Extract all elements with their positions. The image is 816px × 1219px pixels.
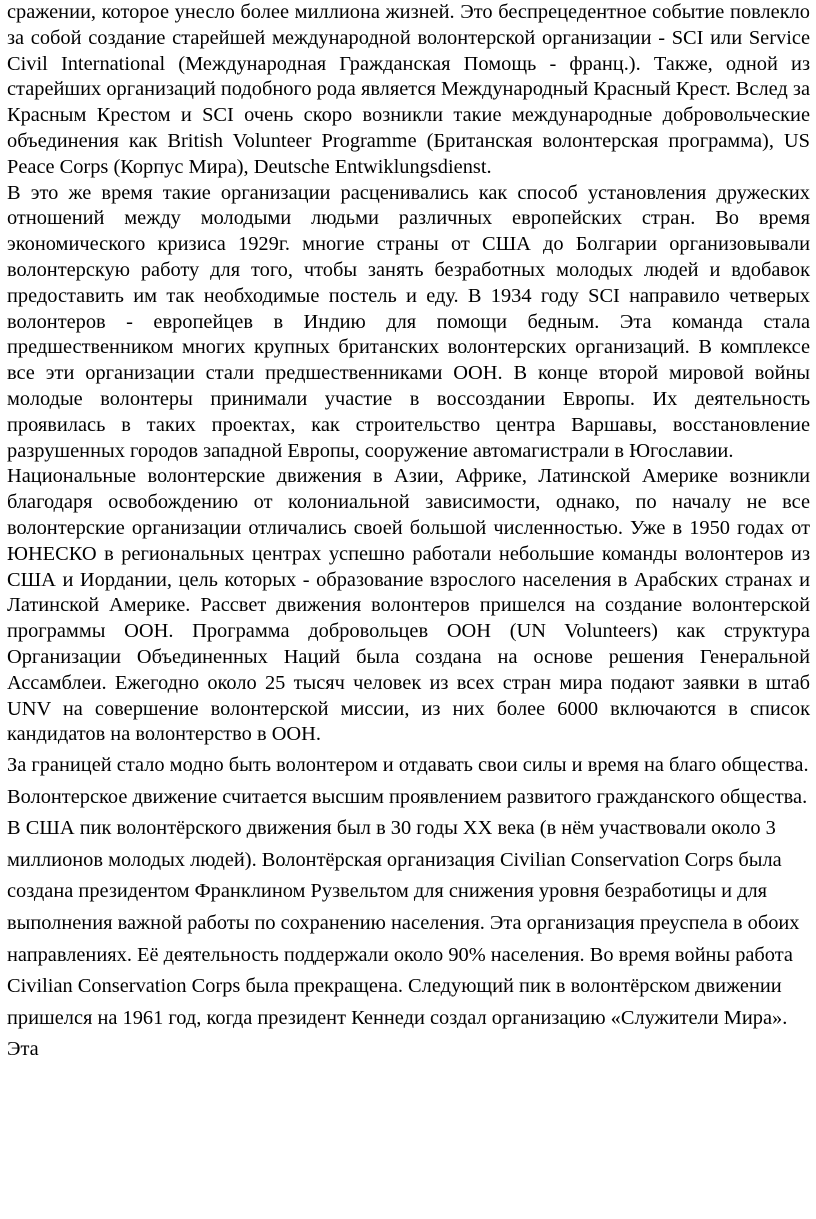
paragraph-history-sci: сражении, которое унесло более миллиона жизней. Это беспрецедентное событие повлекло за собой создание старейшей международной волонтерской организации - SCI или Service Civil International (Международная Гражданская Помощь - франц.). Также, одной из старейших организаций подобного рода является Международный Красный Крест. Вслед за Красным Крестом и SCI очень скоро возникли такие международные добровольческие объединения как British Volunteer Programme (Британская волонтерская программа), US Peace Corps (Корпус Мира), Deutsche Entwiklungsdienst. (7, 1, 810, 178)
document-page (7, 0, 810, 1066)
paragraph-interwar-volunteering: В это же время такие организации расценивались как способ установления дружеских отношений между молодыми людьми различных европейских стран. Во время экономического кризиса 1929г. многие страны от США до Болгарии организовывали волонтерскую работу для того, чтобы занять безработных молодых людей и вдобавок предоставить им так необходимые постель и еду. В 1934 году SCI направило четверых волонтеров - европейцев в Индию для помощи бедным. Эта команда стала предшественником многих крупных британских волонтерских организаций. В комплексе все эти организации стали предшественниками ООН. В конце второй мировой войны молодые волонтеры принимали участие в воссоздании Европы. Их деятельность проявилась в таких проектах, как строительство центра Варшавы, восстановление разрушенных городов западной Европы, сооружение автомагистрали в Югославии. (7, 181, 810, 462)
paragraph-usa-volunteering: За границей стало модно быть волонтером и отдавать свои силы и время на благо общества. Волонтерское движение считается высшим проявлением развитого гражданского общества. В США пик волонтёрского движения был в 30 годы ХХ века (в нём участвовали около 3 миллионов молодых людей). Волонтёрская организация Civilian Conservation Corps была создана президентом Франклином Рузвельтом для снижения уровня безработицы и для выполнения важной работы по сохранению населения. Эта организация преуспела в обоих направлениях. Её деятельность поддержали около 90% населения. Во время войны работа Civilian Conservation Corps была прекращена. Следующий пик в волонтёрском движении пришелся на 1961 год, когда президент Кеннеди создал организацию «Служители Мира». Эта (7, 754, 809, 1061)
paragraph-national-movements: Национальные волонтерские движения в Азии, Африке, Латинской Америке возникли благодаря освобождению от колониальной зависимости, однако, по началу не все волонтерские организации отличались своей большой численностью. Уже в 1950 годах от ЮНЕСКО в региональных центрах успешно работали небольшие команды волонтеров из США и Иордании, цель которых - образование взрослого населения в Арабских странах и Латинской Америке. Рассвет движения волонтеров пришелся на создание волонтерской программы ООН. Программа добровольцев ООН (UN Volunteers) как структура Организации Объединенных Наций была создана на основе решения Генеральной Ассамблеи. Ежегодно около 25 тысяч человек из всех стран мира подают заявки в штаб UNV на совершение волонтерской миссии, из них более 6000 включаются в список кандидатов на волонтерство в ООН. (7, 465, 810, 746)
